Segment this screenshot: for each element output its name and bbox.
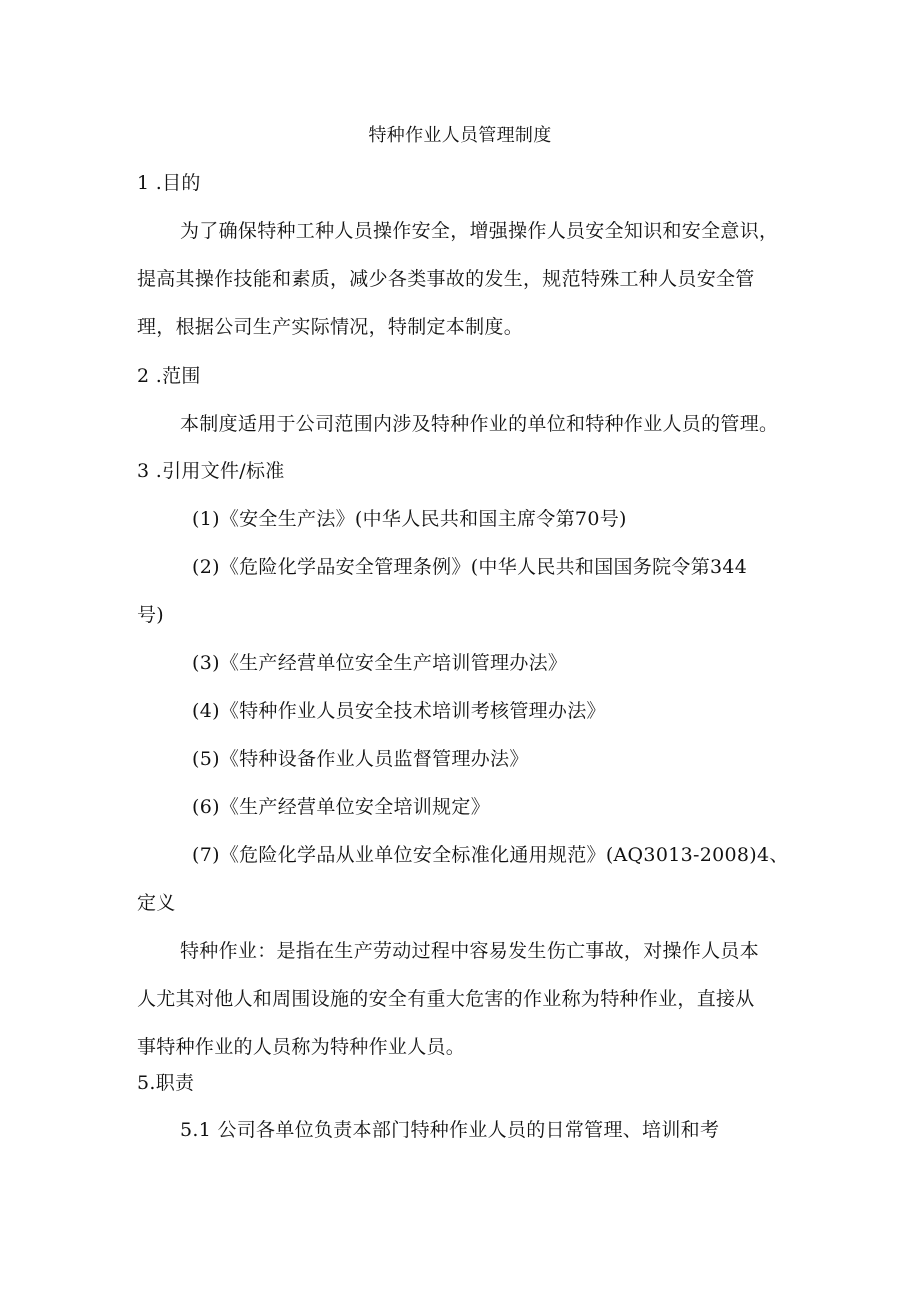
section-heading-scope: 2 .范围 <box>137 365 201 387</box>
section-heading-references: 3 .引用文件/标准 <box>137 460 285 482</box>
purpose-line-1: 为了确保特种工种人员操作安全，增强操作人员安全知识和安全意识， <box>180 220 779 242</box>
definition-line-2: 人尤其对他人和周围设施的安全有重大危害的作业称为特种作业，直接从 <box>137 988 755 1010</box>
purpose-line-3: 理，根据公司生产实际情况，特制定本制度。 <box>137 316 524 338</box>
reference-item-5: (5)《特种设备作业人员监督管理办法》 <box>192 748 529 770</box>
definition-line-3: 事特种作业的人员称为特种作业人员。 <box>137 1036 466 1058</box>
purpose-line-2: 提高其操作技能和素质，减少各类事故的发生，规范特殊工种人员安全管 <box>137 268 755 290</box>
document-title: 特种作业人员管理制度 <box>368 125 552 146</box>
reference-item-3: (3)《生产经营单位安全生产培训管理办法》 <box>192 652 568 674</box>
reference-item-2: (2)《危险化学品安全管理条例》(中华人民共和国国务院令第344 <box>192 556 748 578</box>
reference-item-4: (4)《特种作业人员安全技术培训考核管理办法》 <box>192 700 606 722</box>
section-heading-purpose: 1 .目的 <box>137 172 201 194</box>
definition-line-1: 特种作业：是指在生产劳动过程中容易发生伤亡事故，对操作人员本 <box>180 940 760 962</box>
reference-item-6: (6)《生产经营单位安全培训规定》 <box>192 796 491 818</box>
section-heading-definition: 定义 <box>137 892 176 914</box>
section-heading-duties: 5.职责 <box>137 1072 195 1094</box>
duties-line-1: 5.1 公司各单位负责本部门特种作业人员的日常管理、培训和考 <box>180 1119 720 1141</box>
reference-item-7: (7)《危险化学品从业单位安全标准化通用规范》(AQ3013-2008)4、 <box>192 844 789 866</box>
reference-item-2-cont: 号) <box>137 604 165 626</box>
scope-line-1: 本制度适用于公司范围内涉及特种作业的单位和特种作业人员的管理。 <box>180 413 779 435</box>
reference-item-1: (1)《安全生产法》(中华人民共和国主席令第70号) <box>192 508 627 530</box>
